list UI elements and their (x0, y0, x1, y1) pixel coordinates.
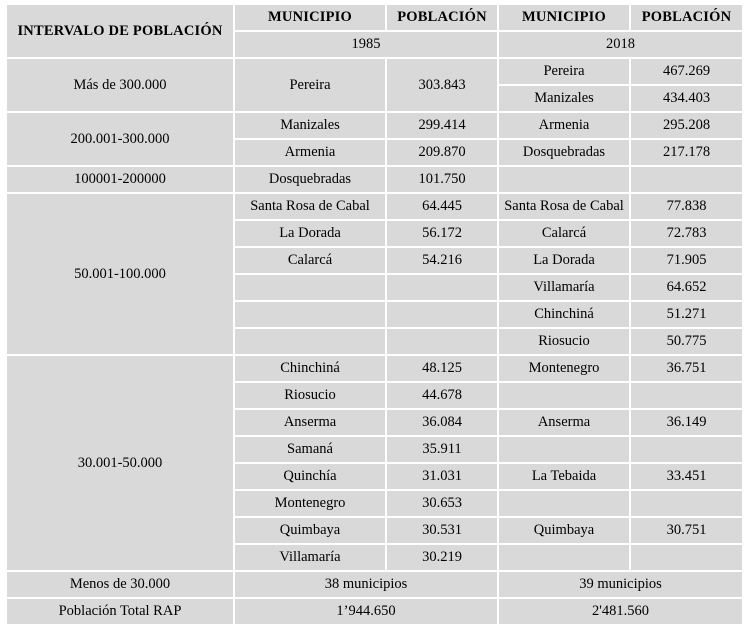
cell-poblacion-1985: 30.219 (387, 545, 497, 570)
cell-poblacion-2018 (631, 491, 742, 516)
cell-poblacion-2018: 50.775 (631, 329, 742, 354)
cell-poblacion-1985: 30.531 (387, 518, 497, 543)
cell-poblacion-1985: 299.414 (387, 113, 497, 138)
cell-poblacion-1985 (387, 275, 497, 300)
cell-total-2018: 2'481.560 (499, 599, 742, 624)
header-interval-poblacion: INTERVALO DE POBLACIÓN (7, 5, 233, 57)
interval-label-mas-300000: Más de 300.000 (7, 59, 233, 111)
cell-poblacion-1985 (387, 302, 497, 327)
cell-poblacion-2018: 64.652 (631, 275, 742, 300)
table-row (7, 59, 742, 84)
cell-poblacion-1985: 30.653 (387, 491, 497, 516)
cell-poblacion-2018: 217.178 (631, 140, 742, 165)
cell-poblacion-1985: 209.870 (387, 140, 497, 165)
cell-municipio-2018: Santa Rosa de Cabal (499, 194, 629, 219)
cell-menos-30000-1985: 38 municipios (235, 572, 497, 597)
cell-poblacion-2018: 30.751 (631, 518, 742, 543)
cell-poblacion-2018 (631, 167, 742, 192)
cell-municipio-1985 (235, 302, 385, 327)
cell-municipio-2018: Montenegro (499, 356, 629, 381)
cell-municipio-1985: Chinchiná (235, 356, 385, 381)
cell-municipio-2018: Calarcá (499, 221, 629, 246)
cell-poblacion-1985: 64.445 (387, 194, 497, 219)
cell-total-1985: 1’944.650 (235, 599, 497, 624)
cell-municipio-1985: La Dorada (235, 221, 385, 246)
header-year-1985: 1985 (235, 32, 497, 57)
table-row (7, 194, 742, 219)
cell-municipio-2018 (499, 437, 629, 462)
cell-poblacion-1985: 56.172 (387, 221, 497, 246)
table-row (7, 167, 742, 192)
table-header-row-1 (7, 5, 742, 30)
cell-menos-30000-2018: 39 municipios (499, 572, 742, 597)
cell-poblacion-2018: 71.905 (631, 248, 742, 273)
cell-poblacion-1985: 44.678 (387, 383, 497, 408)
cell-poblacion-2018: 467.269 (631, 59, 742, 84)
cell-poblacion-1985: 35.911 (387, 437, 497, 462)
cell-municipio-2018: Riosucio (499, 329, 629, 354)
cell-municipio-2018: La Tebaida (499, 464, 629, 489)
cell-municipio-1985: Manizales (235, 113, 385, 138)
cell-poblacion-2018: 51.271 (631, 302, 742, 327)
cell-municipio-2018 (499, 167, 629, 192)
cell-municipio-1985: Santa Rosa de Cabal (235, 194, 385, 219)
interval-label-50001-100000: 50.001-100.000 (7, 194, 233, 354)
interval-label-menos-30000: Menos de 30.000 (7, 572, 233, 597)
cell-municipio-2018: Armenia (499, 113, 629, 138)
cell-poblacion-2018 (631, 437, 742, 462)
cell-municipio-1985: Quinchía (235, 464, 385, 489)
cell-poblacion-1985: 303.843 (387, 59, 497, 111)
cell-municipio-1985: Armenia (235, 140, 385, 165)
cell-municipio-2018: Manizales (499, 86, 629, 111)
cell-poblacion-1985: 31.031 (387, 464, 497, 489)
header-municipio-2018: MUNICIPIO (499, 5, 629, 30)
interval-label-100001-200000: 100001-200000 (7, 167, 233, 192)
cell-municipio-1985: Riosucio (235, 383, 385, 408)
cell-municipio-2018: Anserma (499, 410, 629, 435)
table-row (7, 113, 742, 138)
cell-poblacion-2018: 36.751 (631, 356, 742, 381)
cell-municipio-2018 (499, 383, 629, 408)
cell-municipio-1985: Samaná (235, 437, 385, 462)
cell-municipio-2018: La Dorada (499, 248, 629, 273)
cell-municipio-1985: Quimbaya (235, 518, 385, 543)
cell-municipio-1985: Pereira (235, 59, 385, 111)
header-poblacion-1985: POBLACIÓN (387, 5, 497, 30)
cell-poblacion-1985: 48.125 (387, 356, 497, 381)
cell-municipio-2018: Chinchiná (499, 302, 629, 327)
cell-poblacion-2018: 33.451 (631, 464, 742, 489)
cell-municipio-2018 (499, 491, 629, 516)
cell-municipio-1985: Dosquebradas (235, 167, 385, 192)
interval-label-200001-300000: 200.001-300.000 (7, 113, 233, 165)
cell-municipio-2018: Pereira (499, 59, 629, 84)
cell-municipio-1985: Montenegro (235, 491, 385, 516)
cell-municipio-1985 (235, 329, 385, 354)
cell-poblacion-2018: 77.838 (631, 194, 742, 219)
cell-municipio-1985: Anserma (235, 410, 385, 435)
header-poblacion-2018: POBLACIÓN (631, 5, 742, 30)
cell-poblacion-2018 (631, 383, 742, 408)
cell-municipio-2018 (499, 545, 629, 570)
cell-municipio-1985: Villamaría (235, 545, 385, 570)
cell-municipio-1985: Calarcá (235, 248, 385, 273)
table-row-menos-30000 (7, 572, 742, 597)
cell-poblacion-2018 (631, 545, 742, 570)
label-poblacion-total-rap: Población Total RAP (7, 599, 233, 624)
cell-poblacion-1985: 36.084 (387, 410, 497, 435)
cell-poblacion-2018: 295.208 (631, 113, 742, 138)
header-year-2018: 2018 (499, 32, 742, 57)
table-row (7, 356, 742, 381)
population-table-container (5, 3, 740, 626)
header-municipio-1985: MUNICIPIO (235, 5, 385, 30)
cell-municipio-2018: Dosquebradas (499, 140, 629, 165)
cell-poblacion-2018: 72.783 (631, 221, 742, 246)
cell-poblacion-1985: 54.216 (387, 248, 497, 273)
cell-poblacion-1985 (387, 329, 497, 354)
cell-poblacion-1985: 101.750 (387, 167, 497, 192)
cell-municipio-1985 (235, 275, 385, 300)
cell-poblacion-2018: 434.403 (631, 86, 742, 111)
cell-municipio-2018: Quimbaya (499, 518, 629, 543)
interval-label-30001-50000: 30.001-50.000 (7, 356, 233, 570)
cell-poblacion-2018: 36.149 (631, 410, 742, 435)
population-interval-table (5, 3, 744, 626)
cell-municipio-2018: Villamaría (499, 275, 629, 300)
table-row-total (7, 599, 742, 624)
